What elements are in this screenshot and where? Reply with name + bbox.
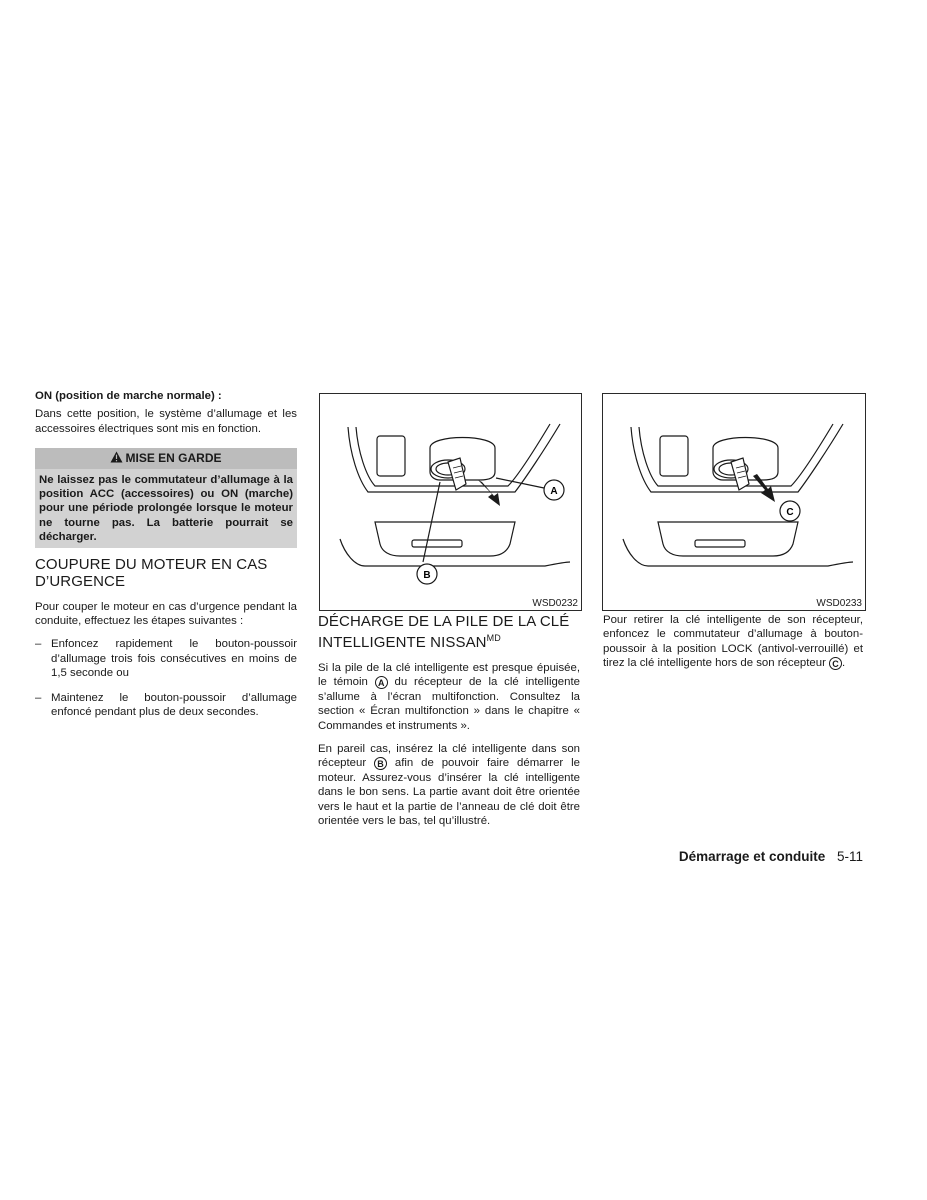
text-run: . [842,657,846,670]
figure-key-remove [602,393,866,611]
text-run: du récepteur de la clé intelligente s’allume à l’écran multifonction. Consultez la section « Écran multifonction » dans le chapitre « Commandes et instruments ». [318,676,580,732]
warning-triangle-icon [110,451,123,463]
list-dash: – [35,638,42,651]
callout-ref-c: C [829,657,842,670]
left-column [35,389,297,730]
warning-text: Ne laissez pas le commutateur d’allumage à la position ACC (accessoires) ou ON (marche) pour une période prolongée lorsque le moteur ne tourne pas. La batterie pourrait se décharger. [39,473,293,544]
emergency-intro: Pour couper le moteur en cas d’urgence pendant la conduite, effectuez les étapes suivantes : [35,600,297,628]
key-insert-illustration [320,394,581,610]
text-run: Pour retirer la clé intelligente de son récepteur, enfoncez le commutateur d’allumage à bouton-poussoir à la position LOCK (antivol-verrouillé) et tirez la clé intelligente hors de son récepteur [603,614,863,670]
emergency-steps-list [35,637,297,719]
callout-ref-b: B [374,757,387,770]
trademark-sup: MD [486,633,501,643]
list-item [35,637,297,680]
list-item [35,691,297,720]
callout-a: A [550,486,558,497]
battery-paragraph-1 [318,661,580,733]
text-run: afin de pouvoir faire démarrer le moteur. Assurez-vous d’insérer la clé intelligente dans le bon sens. La partie avant doit être orientée vers le haut et la partie de l’anneau de clé doit être orientée vers le bas, tel qu’illustré. [318,757,580,828]
callout-c: C [786,507,794,518]
figure-key-insert [319,393,582,611]
warning-box [35,448,297,547]
key-remove-illustration [603,394,865,610]
warning-title [35,448,297,468]
emergency-section-title: COUPURE DU MOTEUR EN CAS D’URGENCE [35,555,268,590]
page-number: 5-11 [836,849,863,864]
page-footer [679,849,863,865]
battery-section-title [318,613,580,651]
list-item-text: Enfoncez rapidement le bouton-poussoir d’allumage trois fois consécutives en moins de 1,5 seconde ou [51,638,297,680]
list-item-text: Maintenez le bouton-poussoir d’allumage enfoncé pendant plus de deux secondes. [51,691,297,719]
battery-paragraph-2 [318,742,580,828]
callout-ref-a: A [375,676,388,689]
battery-section-title-text: DÉCHARGE DE LA PILE DE LA CLÉ INTELLIGENTE NISSAN [318,613,570,651]
on-position-heading: ON (position de marche normale) : [35,390,222,402]
figure-code: WSD0233 [816,598,862,609]
text-run: En pareil cas, insérez la clé intelligente dans son récepteur [318,743,580,770]
footer-section-title: Démarrage et conduite [678,849,826,864]
on-position-text: Dans cette position, le système d’allumage et les accessoires électriques sont mis en fonction. [35,408,297,435]
right-column [603,613,863,680]
callout-b: B [423,570,431,581]
text-run: Si la pile de la clé intelligente est presque épuisée, le témoin [318,662,580,689]
figure-code: WSD0232 [532,598,578,609]
middle-column [318,613,580,837]
warning-title-text: MISE EN GARDE [125,451,222,466]
removal-paragraph [603,613,863,671]
list-dash: – [35,691,42,704]
